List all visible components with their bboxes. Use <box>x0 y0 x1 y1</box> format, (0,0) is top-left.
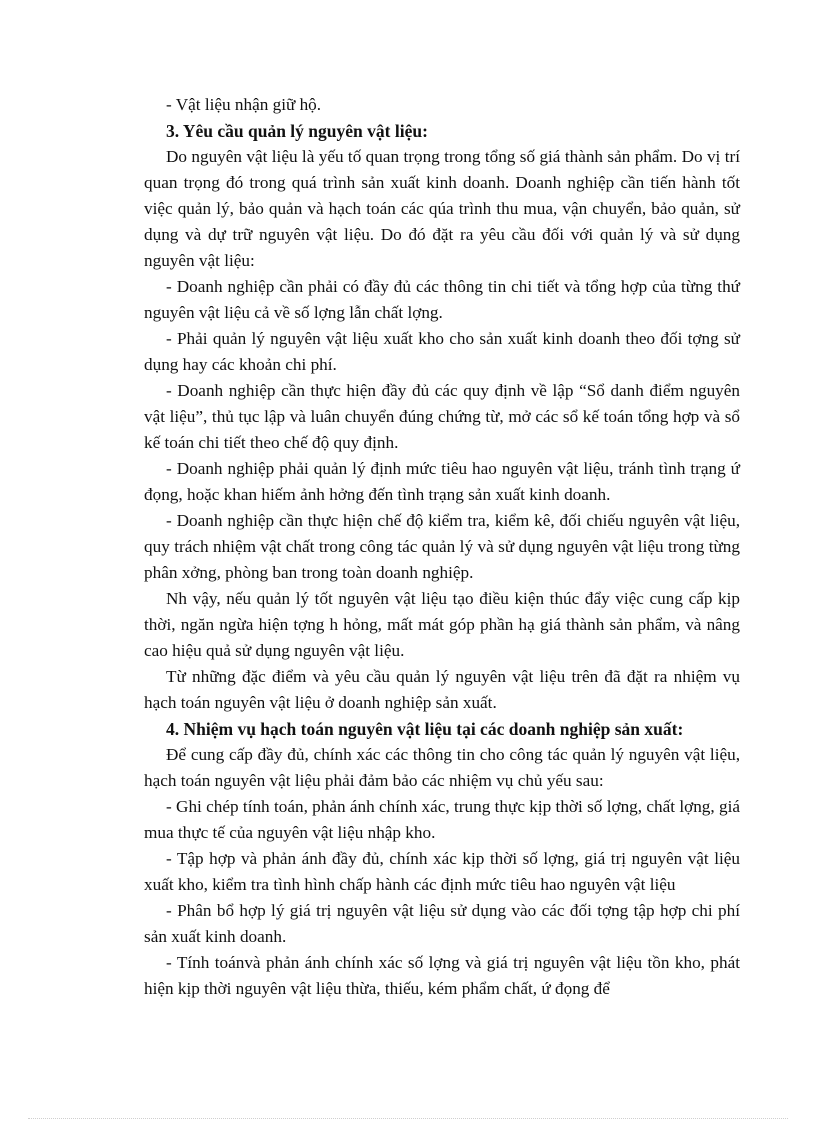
paragraph-body: Để cung cấp đầy đủ, chính xác các thông tin cho công tác quản lý nguyên vật liệu, hạch toán nguyên vật liệu phải đảm bảo các nhiệm vụ chủ yếu sau: <box>144 745 740 790</box>
paragraph-dash: - Phân bổ hợp lý giá trị nguyên vật liệu sử dụng vào các đối tợng tập hợp chi phí sản xuất kinh doanh. <box>144 901 740 946</box>
paragraph-dash: - Doanh nghiệp cần phải có đầy đủ các thông tin chi tiết và tổng hợp của từng thứ nguyên vật liệu cả về số lợng lẫn chất lợng. <box>144 277 740 322</box>
paragraph-dash: - Tính toánvà phản ánh chính xác số lợng và giá trị nguyên vật liệu tồn kho, phát hiện kịp thời nguyên vật liệu thừa, thiếu, kém phẩm chất, ứ đọng để <box>144 953 740 998</box>
paragraph-dash: - Doanh nghiệp cần thực hiện chế độ kiểm tra, kiểm kê, đối chiếu nguyên vật liệu, quy trách nhiệm vật chất trong công tác quản lý và sử dụng nguyên vật liệu trong từng phân xởng, phòng ban trong toàn doanh nghiệp. <box>144 511 740 582</box>
paragraph-dash: - Vật liệu nhận giữ hộ. <box>166 95 322 114</box>
section-heading-4: 4. Nhiệm vụ hạch toán nguyên vật liệu tại các doanh nghiệp sản xuất: <box>166 719 684 739</box>
page-bottom-divider <box>28 1118 788 1119</box>
document-page <box>144 92 740 1002</box>
paragraph-dash: - Phải quản lý nguyên vật liệu xuất kho cho sản xuất kinh doanh theo đối tợng sử dụng hay các khoản chi phí. <box>144 329 740 374</box>
section-heading-3: 3. Yêu cầu quản lý nguyên vật liệu: <box>166 121 428 141</box>
paragraph-dash: - Doanh nghiệp phải quản lý định mức tiêu hao nguyên vật liệu, tránh tình trạng ứ đọng, hoặc khan hiếm ảnh hởng đến tình trạng sản xuất kinh doanh. <box>144 459 740 504</box>
paragraph-dash: - Tập hợp và phản ánh đầy đủ, chính xác kịp thời số lợng, giá trị nguyên vật liệu xuất kho, kiểm tra tình hình chấp hành các định mức tiêu hao nguyên vật liệu <box>144 849 740 894</box>
paragraph-body: Từ những đặc điểm và yêu cầu quản lý nguyên vật liệu trên đã đặt ra nhiệm vụ hạch toán nguyên vật liệu ở doanh nghiệp sản xuất. <box>144 667 740 712</box>
paragraph-body: Nh vậy, nếu quản lý tốt nguyên vật liệu tạo điều kiện thúc đẩy việc cung cấp kịp thời, ngăn ngừa hiện tợng h hỏng, mất mát góp phần hạ giá thành sản phẩm, và nâng cao hiệu quả sử dụng nguyên vật liệu. <box>144 589 740 660</box>
paragraph-dash: - Doanh nghiệp cần thực hiện đầy đủ các quy định về lập “Sổ danh điểm nguyên vật liệu”, thủ tục lập và luân chuyển đúng chứng từ, mở các sổ kế toán tổng hợp và sổ kế toán chi tiết theo chế độ quy định. <box>144 381 740 452</box>
paragraph-dash: - Ghi chép tính toán, phản ánh chính xác, trung thực kịp thời số lợng, chất lợng, giá mua thực tế của nguyên vật liệu nhập kho. <box>144 797 740 842</box>
paragraph-body: Do nguyên vật liệu là yếu tố quan trọng trong tổng số giá thành sản phẩm. Do vị trí quan trọng đó trong quá trình sản xuất kinh doanh. Doanh nghiệp cần tiến hành tốt việc quản lý, bảo quản và hạch toán các qúa trình thu mua, vận chuyển, bảo quản, sử dụng và dự trữ nguyên vật liệu. Do đó đặt ra yêu cầu đối với quản lý và sử dụng nguyên vật liệu: <box>144 147 740 270</box>
